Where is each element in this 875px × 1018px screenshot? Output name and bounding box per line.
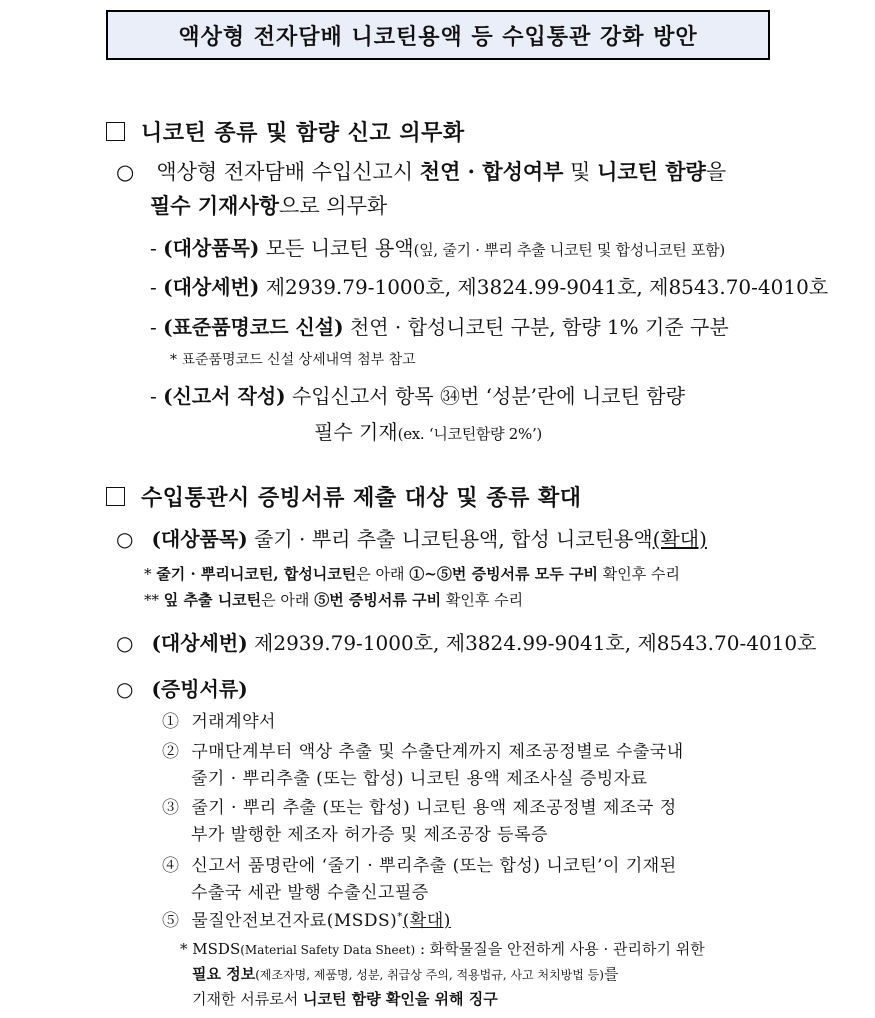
- doc-item-4: ④ 신고서 품명란에 ‘줄기 · 뿌리추출 (또는 합성) 니코틴’이 기재된: [162, 856, 677, 876]
- section2-target-items: ○ (대상품목) 줄기 · 뿌리 추출 니코틴용액, 합성 니코틴용액(확대): [116, 527, 707, 551]
- section1-point-line1: ○ 액상형 전자담배 수입신고시 천연 · 합성여부 및 니코틴 함량을: [116, 159, 727, 184]
- checkbox-square-icon: [106, 487, 125, 506]
- checkbox-square-icon: [106, 122, 125, 141]
- document-title: 액상형 전자담배 니코틴용액 등 수입통관 강화 방안: [106, 10, 770, 60]
- note-stem-root-nicotine: * 줄기 · 뿌리니코틴, 합성니코틴은 아래 ①~⑤번 증빙서류 모두 구비 확인후 수리: [144, 565, 680, 583]
- msds-note-line2: 필요 정보(제조자명, 제품명, 성분, 취급상 주의, 적용법규, 사고 처치방법 등)를: [192, 965, 619, 983]
- doc-item-5: ⑤ 물질안전보건자료(MSDS)*(확대): [162, 911, 451, 931]
- doc-item-1: ① 거래계약서: [162, 712, 276, 732]
- section1-point-line2: 필수 기재사항으로 의무화: [150, 193, 388, 218]
- msds-note-line3: 기재한 서류로서 니코틴 함량 확인을 위해 징구: [192, 990, 498, 1008]
- section2-supporting-docs: ○ (증빙서류): [116, 677, 248, 701]
- doc-item-2-line2: 줄기 · 뿌리추출 (또는 합성) 니코틴 용액 제조사실 증빙자료: [191, 769, 648, 789]
- note-standard-code: * 표준품명코드 신설 상세내역 첨부 참고: [170, 352, 416, 368]
- doc-item-3: ③ 줄기 · 뿌리 추출 (또는 합성) 니코틴 용액 제조공정별 제조국 정: [162, 798, 677, 818]
- doc-item-4-line2: 수출국 세관 발행 수출신고필증: [191, 883, 429, 903]
- note-leaf-nicotine: ** 잎 추출 니코틴은 아래 ⑤번 증빙서류 구비 확인후 수리: [144, 591, 524, 609]
- doc-item-2: ② 구매단계부터 액상 추출 및 수출단계까지 제조공정별로 수출국내: [162, 742, 684, 762]
- bullet-standard-code: - (표준품명코드 신설) 천연 · 합성니코틴 구분, 함량 1% 기준 구분: [150, 315, 729, 339]
- section2-target-tariff: ○ (대상세번) 제2939.79-1000호, 제3824.99-9041호, 제8543.70-4010호: [116, 631, 817, 655]
- bullet-report-writing: - (신고서 작성) 수입신고서 항목 ㉞번 ‘성분’란에 니코틴 함량: [150, 384, 685, 408]
- bullet-target-items: - (대상품목) 모든 니코틴 용액(잎, 줄기 · 뿌리 추출 니코틴 및 합성니코틴 포함): [150, 236, 725, 260]
- msds-note-line1: * MSDS(Material Safety Data Sheet) : 화학물질을 안전하게 사용 · 관리하기 위한: [180, 940, 705, 958]
- doc-item-3-line2: 부가 발행한 제조자 허가증 및 제조공장 등록증: [191, 825, 548, 845]
- bullet-target-tariff: - (대상세번) 제2939.79-1000호, 제3824.99-9041호, 제8543.70-4010호: [150, 275, 829, 299]
- bullet-report-writing-line2: 필수 기재(ex. ‘니코틴함량 2%’): [314, 420, 542, 444]
- section1-heading: 니코틴 종류 및 함량 신고 의무화: [106, 116, 465, 147]
- section2-heading: 수입통관시 증빙서류 제출 대상 및 종류 확대: [106, 481, 582, 512]
